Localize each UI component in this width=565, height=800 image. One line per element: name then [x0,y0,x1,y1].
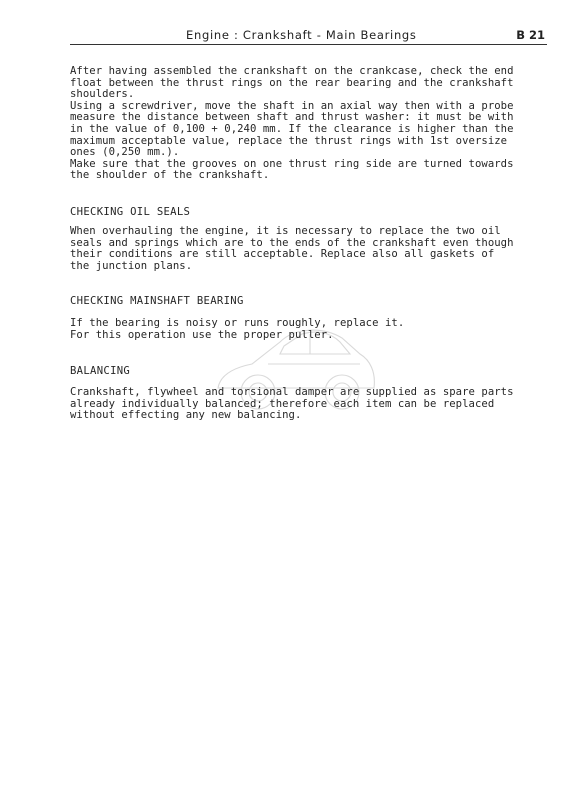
balancing-paragraph [70,387,550,422]
body-line: in the value of 0,100 + 0,240 mm. If the clearance is higher than the [70,122,514,135]
page-header [70,28,547,46]
section-heading-mainshaft-bearing: CHECKING MAINSHAFT BEARING [70,295,244,307]
body-line: float between the thrust rings on the rear bearing and the crankshaft [70,76,514,89]
section-heading-oil-seals: CHECKING OIL SEALS [70,206,191,218]
header-divider [70,44,547,45]
body-line: Crankshaft, flywheel and torsional damper are supplied as spare parts [70,386,514,398]
body-line: without effecting any new balancing. [70,409,302,422]
body-line: ones (0,250 mm.). [70,146,180,159]
mainshaft-bearing-paragraph [70,318,550,341]
body-line: already individually balanced; therefore each item can be replaced [70,397,495,410]
body-line: their conditions are still acceptable. Replace also all gaskets of [70,248,495,261]
body-line: shoulders. [70,88,135,101]
oil-seals-paragraph [70,226,550,272]
body-line: the junction plans. [70,259,193,272]
intro-paragraph [70,66,550,182]
body-line: maximum acceptable value, replace the thrust rings with 1st oversize [70,134,508,147]
body-line: Using a screwdriver, move the shaft in an axial way then with a probe [70,99,514,112]
body-line: measure the distance between shaft and thrust washer: it must be with [70,111,514,124]
body-line: After having assembled the crankshaft on the crankcase, check the end [70,65,514,77]
body-line: When overhauling the engine, it is necessary to replace the two oil [70,225,501,237]
body-line: If the bearing is noisy or runs roughly, replace it. [70,317,405,329]
body-line: the shoulder of the crankshaft. [70,169,270,182]
body-line: seals and springs which are to the ends of the crankshaft even though [70,236,514,249]
section-heading-balancing: BALANCING [70,365,131,377]
page-title: Engine : Crankshaft - Main Bearings [186,28,417,42]
body-line: Make sure that the grooves on one thrust ring side are turned towards [70,157,514,170]
body-line: For this operation use the proper puller. [70,328,334,341]
page-number: B 21 [516,28,545,42]
